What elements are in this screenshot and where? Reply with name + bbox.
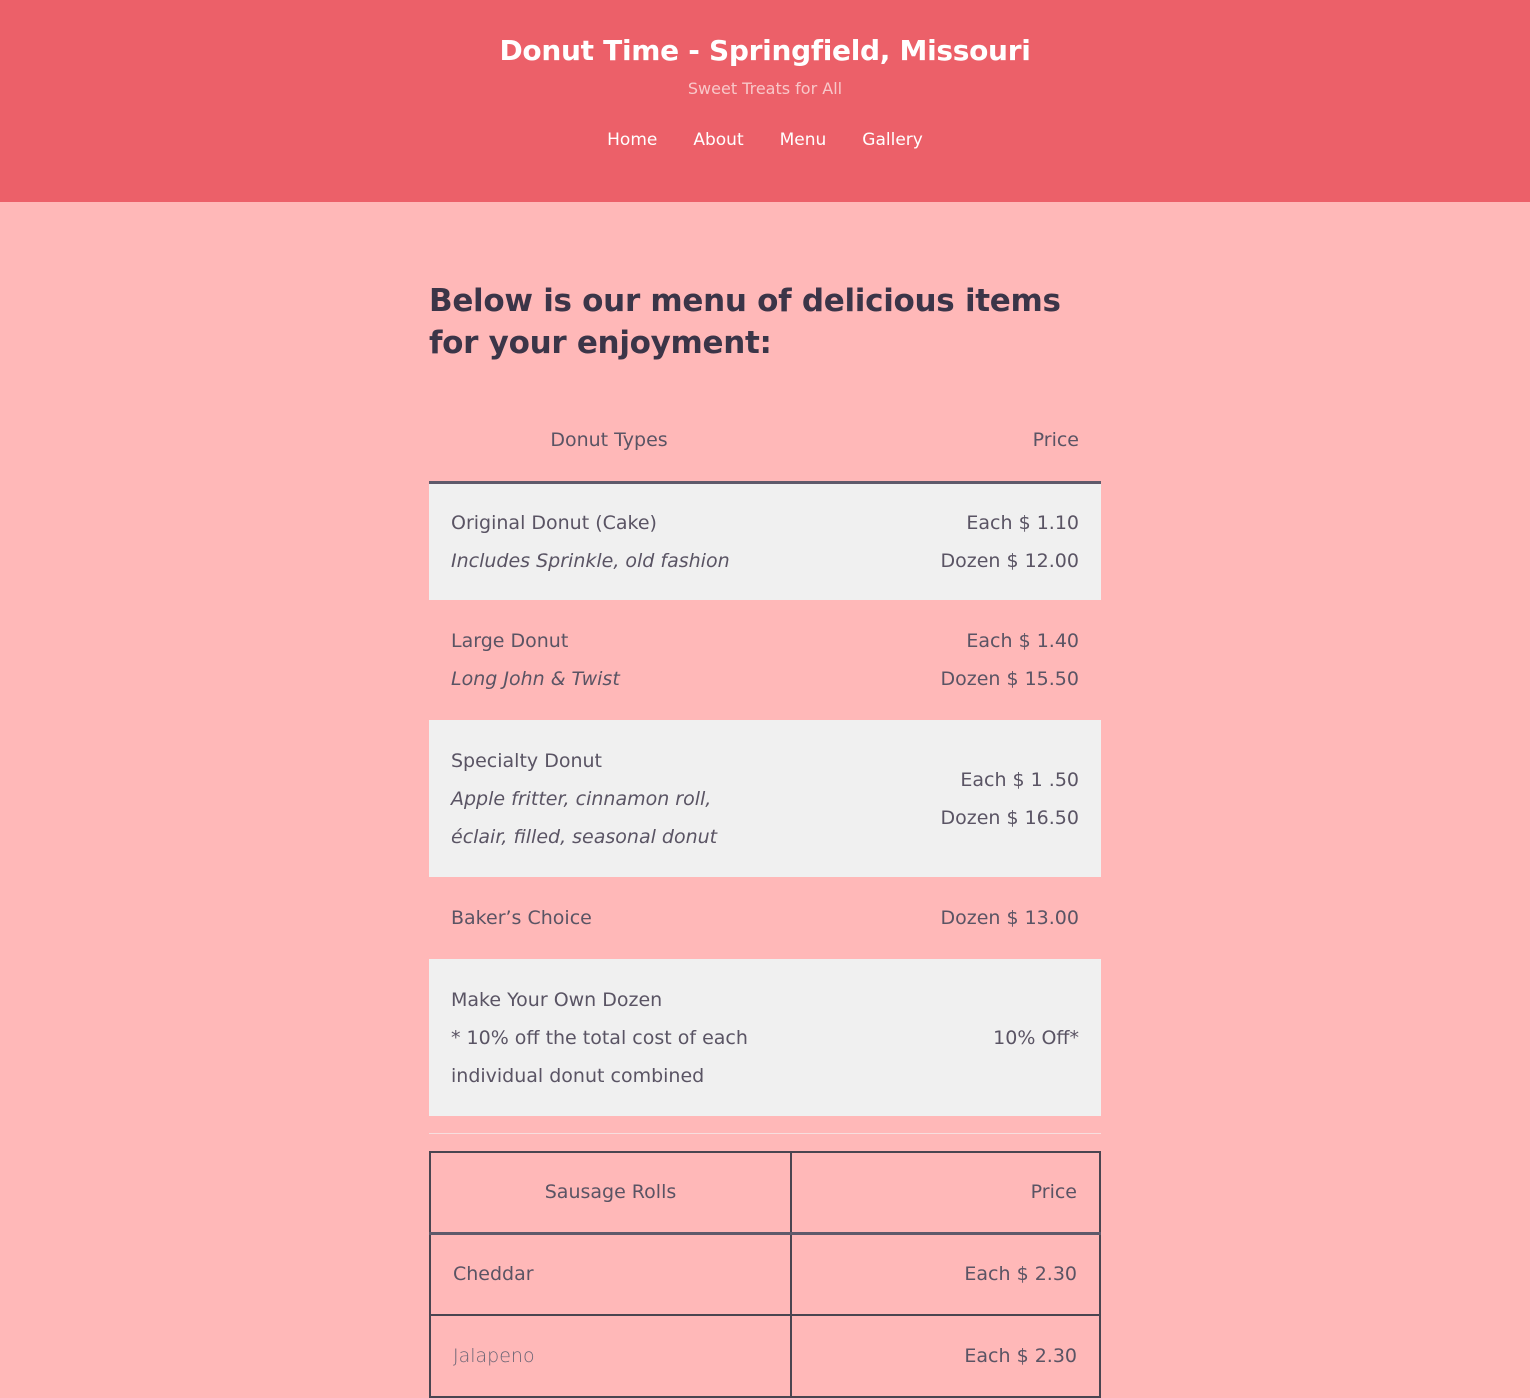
- nav-about[interactable]: About: [693, 130, 744, 150]
- sausage-rolls-table: [429, 1151, 1101, 1398]
- price-each: Each $ 2.30: [791, 1233, 1100, 1315]
- site-title: Donut Time - Springfield, Missouri: [499, 34, 1031, 67]
- price-header: Price: [791, 1152, 1100, 1233]
- table-row: [429, 482, 1101, 600]
- main-nav: [0, 130, 1530, 150]
- table-row: [430, 1233, 1100, 1315]
- page-heading: Below is our menu of delicious items for your enjoyment:: [429, 283, 1061, 361]
- donut-menu-table: [429, 400, 1101, 1116]
- item-name: Large Donut: [451, 630, 569, 652]
- price-dozen: Dozen $ 16.50: [940, 806, 1079, 829]
- item-note: * 10% off the total cost of each individual donut combined: [451, 1026, 748, 1087]
- table-row: [429, 720, 1101, 877]
- price-dozen: Dozen $ 13.00: [940, 907, 1079, 929]
- item-name: Baker’s Choice: [451, 907, 592, 929]
- table-row: [429, 600, 1101, 720]
- item-description: Long John & Twist: [451, 668, 620, 690]
- item-name: Cheddar: [430, 1233, 791, 1315]
- nav-menu[interactable]: Menu: [779, 130, 827, 150]
- table-row: [430, 1315, 1100, 1397]
- price-each: Each $ 1.10: [966, 511, 1079, 534]
- item-name: Make Your Own Dozen: [451, 988, 663, 1011]
- donut-types-header: Donut Types: [429, 400, 789, 482]
- item-name: Jalapeno: [430, 1315, 791, 1397]
- item-description: Includes Sprinkle, old fashion: [451, 549, 730, 572]
- price-each: Each $ 2.30: [791, 1315, 1100, 1397]
- nav-home[interactable]: Home: [607, 130, 658, 150]
- main-content: [429, 202, 1101, 1398]
- item-name: Specialty Donut: [451, 749, 602, 772]
- nav-gallery[interactable]: Gallery: [862, 130, 923, 150]
- price-each: Each $ 1 .50: [960, 768, 1079, 791]
- price-dozen: Dozen $ 12.00: [940, 549, 1079, 572]
- divider: [429, 1133, 1101, 1134]
- price-header: Price: [789, 400, 1101, 482]
- table-row: [429, 877, 1101, 959]
- price-dozen: Dozen $ 15.50: [940, 668, 1079, 690]
- price-each: Each $ 1.40: [966, 630, 1079, 652]
- site-header: [0, 0, 1530, 202]
- tagline: Sweet Treats for All: [687, 79, 843, 98]
- discount: 10% Off*: [993, 1026, 1079, 1049]
- item-name: Original Donut (Cake): [451, 511, 657, 534]
- sausage-rolls-header: Sausage Rolls: [430, 1152, 791, 1233]
- item-description: Apple fritter, cinnamon roll, éclair, filled, seasonal donut: [451, 787, 718, 848]
- table-row: [429, 959, 1101, 1116]
